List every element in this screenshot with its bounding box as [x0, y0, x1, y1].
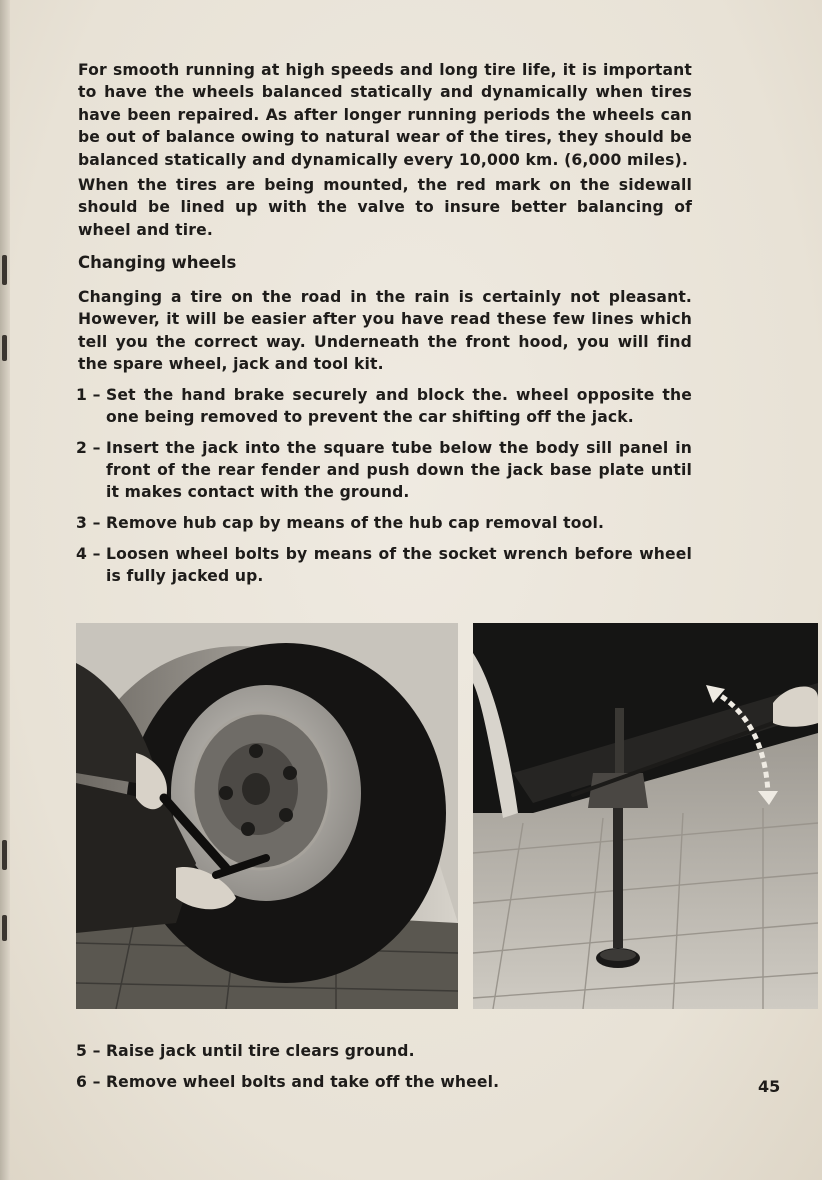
step-number: 4 – — [76, 545, 101, 563]
photo-jack-in-position — [473, 623, 818, 1009]
section-heading: Changing wheels — [78, 253, 237, 272]
step-text: Set the hand brake securely and block the. wheel opposite the one being removed to prevent the car shifting off the jack. — [106, 386, 692, 426]
step-item — [76, 1071, 692, 1093]
binding-mark — [2, 335, 7, 361]
step-number: 5 – — [76, 1042, 101, 1060]
step-text: Insert the jack into the square tube below the body sill panel in front of the rear fender and push down the jack base plate until it makes contact with the ground. — [106, 439, 692, 501]
page-spine-shadow — [0, 0, 10, 1180]
intro-paragraph-mounting: When the tires are being mounted, the red mark on the sidewall should be lined up with the valve to insure better balancing of wheel and tire. — [78, 176, 692, 239]
step-item — [76, 543, 692, 587]
binding-mark — [2, 840, 7, 870]
step-text: Raise jack until tire clears ground. — [106, 1042, 415, 1060]
step-number: 3 – — [76, 514, 101, 532]
step-item — [76, 1040, 692, 1062]
steps-list-bottom — [76, 1040, 692, 1102]
step-number: 2 – — [76, 439, 101, 457]
binding-mark — [2, 915, 7, 941]
step-item — [76, 384, 692, 428]
photo-loosening-wheel-bolts — [76, 623, 458, 1009]
section-paragraph: Changing a tire on the road in the rain is certainly not pleasant. However, it will be easier after you have read these few lines which tell you the correct way. Underneath the front hood, you will find the spare wheel, jack and tool kit. — [78, 288, 692, 374]
step-text: Remove wheel bolts and take off the wheel. — [106, 1073, 500, 1091]
step-item — [76, 512, 692, 534]
step-text: Loosen wheel bolts by means of the socket wrench before wheel is fully jacked up. — [106, 545, 692, 585]
binding-mark — [2, 255, 7, 285]
step-number: 6 – — [76, 1073, 101, 1091]
step-text: Remove hub cap by means of the hub cap removal tool. — [106, 514, 605, 532]
step-item — [76, 437, 692, 503]
steps-list-top — [76, 384, 692, 596]
page-number: 45 — [758, 1077, 781, 1096]
intro-paragraph-balancing: For smooth running at high speeds and long tire life, it is important to have the wheels balanced statically and dynamically when tires have been repaired. As after longer running periods the wheels can be out of balance owing to natural wear of the tires, they should be balanced statically and dynamically every 10,000 km. (6,000 miles). — [78, 61, 692, 169]
step-number: 1 – — [76, 386, 101, 404]
